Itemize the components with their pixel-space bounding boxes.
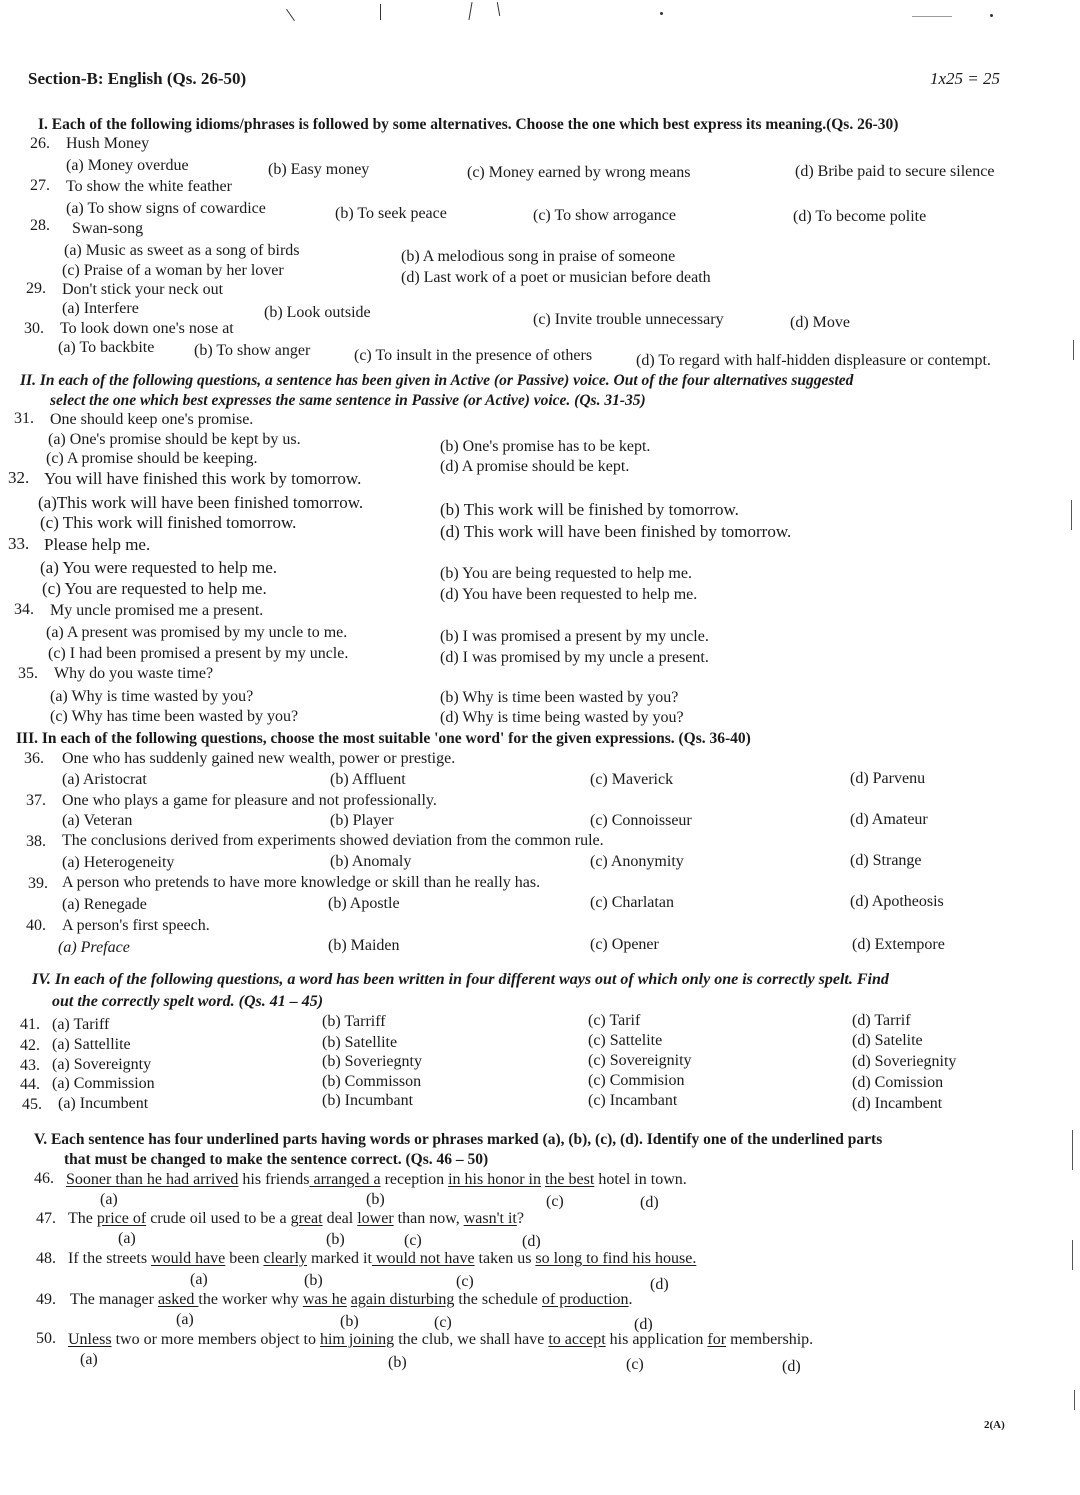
option-c: (c) Connoisseur [590, 812, 692, 829]
sentence-50 [68, 1332, 813, 1348]
marker-c: (c) [456, 1273, 474, 1290]
sentence-text: The [68, 1210, 97, 1227]
underlined-part-b: arranged a [309, 1171, 381, 1188]
scan-edge-mark [1072, 1240, 1073, 1270]
sentence-text: taken us [474, 1250, 536, 1267]
question-number: 40. [26, 917, 46, 934]
option-b: (b) A melodious song in praise of someone [401, 248, 676, 265]
question-number: 38. [26, 833, 46, 850]
option-a: (a) To show signs of cowardice [66, 200, 266, 217]
sentence-text: his friends [238, 1171, 310, 1188]
page-code: 2(A) [984, 1419, 1005, 1431]
option-b: (b) To show anger [194, 342, 311, 359]
question-number: 43. [20, 1057, 40, 1074]
marker-d: (d) [640, 1194, 659, 1211]
question-number: 45. [22, 1096, 42, 1113]
question-number: 46. [34, 1170, 54, 1187]
sentence-49 [70, 1292, 633, 1308]
option-d: (d) Why is time being wasted by you? [440, 709, 684, 726]
question-number: 30. [24, 320, 44, 337]
option-b: (b) Maiden [328, 937, 400, 954]
option-c: (c) Why has time been wasted by you? [50, 708, 299, 725]
option-b: (b) Satellite [322, 1034, 398, 1051]
marker-c: (c) [404, 1232, 422, 1249]
option-c: (c) Commision [588, 1072, 685, 1089]
sentence-text: membership. [726, 1331, 814, 1348]
scan-edge-mark [1074, 1390, 1075, 1410]
question-text: Swan-song [72, 220, 144, 237]
option-b: (b) Tarriff [322, 1013, 386, 1030]
scan-edge-mark [1071, 500, 1072, 530]
option-c: (c) Anonymity [590, 853, 684, 870]
sentence-text: The manager [70, 1291, 158, 1308]
option-a: (a) Incumbent [58, 1095, 149, 1112]
question-number: 47. [36, 1210, 56, 1227]
option-b: (b) Player [330, 812, 394, 829]
option-d: (d) Bribe paid to secure silence [795, 163, 995, 180]
option-d: (d) Apotheosis [850, 893, 944, 910]
option-a: (a) Music as sweet as a song of birds [64, 242, 300, 259]
question-number: 26. [30, 135, 50, 152]
option-c: (c) Praise of a woman by her lover [62, 262, 284, 279]
scan-mark [286, 9, 295, 21]
underlined-part-a: Sooner than he had arrived [66, 1171, 239, 1188]
option-d: (d) Extempore [852, 936, 945, 953]
option-a: (a) One's promise should be kept by us. [48, 431, 301, 448]
marker-d: (d) [522, 1233, 541, 1250]
option-c: (c) A promise should be keeping. [46, 450, 258, 467]
scan-mark [912, 16, 952, 17]
option-a: (a) Commission [52, 1075, 155, 1092]
scan-edge-mark [1072, 1130, 1073, 1170]
option-c: (c) To insult in the presence of others [354, 347, 593, 364]
marker-b: (b) [326, 1231, 345, 1248]
underlined-part-b: him joining [319, 1331, 395, 1348]
question-number: 49. [36, 1291, 56, 1308]
question-number: 29. [26, 280, 46, 297]
option-a: (a) To backbite [58, 339, 155, 356]
sentence-text: ? [516, 1210, 524, 1227]
sentence-text: marked it [307, 1250, 372, 1267]
option-b: (b) Apostle [328, 895, 400, 912]
sentence-text: the schedule [454, 1291, 542, 1308]
option-a: (a) Veteran [62, 812, 133, 829]
option-d: (d) Parvenu [850, 770, 926, 787]
sentence-text: hotel in town. [594, 1171, 687, 1188]
sentence-text: the worker why [198, 1291, 303, 1308]
marker-b: (b) [388, 1354, 407, 1371]
scan-mark [497, 2, 500, 16]
option-c: (c) I had been promised a present by my uncle. [48, 645, 349, 662]
option-d: (d) This work will have been finished by tomorrow. [440, 522, 792, 541]
option-d: (d) Last work of a poet or musician before death [401, 269, 711, 286]
marker-d: (d) [782, 1358, 801, 1375]
option-a: (a) Money overdue [66, 157, 189, 174]
option-c: (c) Incambant [588, 1092, 678, 1109]
question-text: A person's first speech. [62, 917, 210, 934]
sentence-47 [68, 1211, 524, 1227]
option-a: (a) Tariff [52, 1016, 110, 1033]
underlined-part-b: clearly [263, 1250, 308, 1267]
option-d: (d) Move [790, 314, 850, 331]
question-text: One who has suddenly gained new wealth, power or prestige. [62, 750, 456, 767]
option-d: (d) Incambent [852, 1095, 943, 1112]
underlined-part-a: price of [96, 1210, 147, 1227]
sentence-text: the club, we shall have [394, 1331, 549, 1348]
section-iv-title: IV. In each of the following questions, a word has been written in four different ways out of which only one is correctly spelt. Find [32, 971, 889, 988]
option-d: (d) You have been requested to help me. [440, 586, 698, 603]
sentence-text: . [628, 1291, 633, 1308]
option-d: (d) To become polite [793, 208, 927, 225]
marker-c: (c) [626, 1356, 644, 1373]
option-d: (d) Soveriegnity [852, 1053, 957, 1070]
question-number: 33. [8, 534, 30, 553]
sentence-text: been [225, 1250, 264, 1267]
option-c: (c) Maverick [590, 771, 674, 788]
underlined-part-a: Unless [68, 1331, 112, 1348]
question-number: 34. [14, 601, 34, 618]
option-c: (c) To show arrogance [533, 207, 676, 224]
scan-mark [990, 14, 993, 17]
option-b: (b) You are being requested to help me. [440, 565, 692, 582]
marker-b: (b) [304, 1272, 323, 1289]
marker-d: (d) [634, 1316, 653, 1333]
option-d: (d) A promise should be kept. [440, 458, 630, 475]
question-text: Hush Money [66, 135, 150, 152]
underlined-part-c: in his honor in [448, 1171, 541, 1188]
section-i-title: I. Each of the following idioms/phrases is followed by some alternatives. Choose the one which best express its meaning.(Qs. 26-30) [38, 116, 899, 133]
marker-b: (b) [340, 1313, 359, 1330]
option-d: (d) To regard with half-hidden displeasure or contempt. [636, 352, 991, 369]
question-text: One who plays a game for pleasure and not professionally. [62, 792, 437, 809]
option-b: (b) Incumbant [322, 1092, 414, 1109]
option-b: (b) Look outside [264, 304, 371, 321]
sentence-text: two or more members object to [111, 1331, 320, 1348]
option-a: (a) A present was promised by my uncle to me. [46, 624, 348, 641]
question-number: 42. [20, 1037, 40, 1054]
marker-a: (a) [100, 1191, 118, 1208]
option-c: (c) Money earned by wrong means [467, 164, 691, 181]
option-b: (b) Why is time been wasted by you? [440, 689, 679, 706]
question-text: To look down one's nose at [60, 320, 234, 337]
option-a: (a) Sattellite [52, 1036, 131, 1053]
marker-c: (c) [434, 1314, 452, 1331]
scan-mark [380, 4, 381, 20]
sentence-text: than now, [393, 1210, 464, 1227]
option-c: (c) Sattelite [588, 1032, 663, 1049]
section-iv-title-cont: out the correctly spelt word. (Qs. 41 – 45) [52, 993, 324, 1010]
question-number: 32. [8, 468, 30, 487]
option-c: (c) Tarif [588, 1012, 641, 1029]
marks-label: 1x25 = 25 [930, 69, 1001, 88]
marker-a: (a) [190, 1271, 208, 1288]
question-number: 37. [26, 792, 46, 809]
option-a: (a) Preface [58, 939, 130, 956]
question-text: The conclusions derived from experiments showed deviation from the common rule. [62, 832, 604, 849]
option-d: (d) Satelite [852, 1032, 923, 1049]
option-d: (d) Strange [850, 852, 922, 869]
option-a: (a) Sovereignty [52, 1056, 152, 1073]
option-b: (b) Commisson [322, 1073, 422, 1090]
question-text: Don't stick your neck out [62, 281, 224, 298]
question-text: One should keep one's promise. [50, 411, 254, 428]
option-a: (a) Aristocrat [62, 771, 147, 788]
section-title: Section-B: English (Qs. 26-50) [28, 69, 247, 88]
option-b: (b) One's promise has to be kept. [440, 438, 651, 455]
option-c: (c) Charlatan [590, 894, 674, 911]
option-d: (d) Tarrif [852, 1012, 911, 1029]
option-a: (a) Interfere [62, 300, 139, 317]
question-text: Please help me. [44, 535, 151, 554]
option-a: (a)This work will have been finished tomorrow. [38, 493, 364, 512]
option-d: (d) Amateur [850, 811, 928, 828]
question-text: My uncle promised me a present. [50, 602, 264, 619]
sentence-46 [66, 1172, 687, 1188]
question-number: 41. [20, 1016, 40, 1033]
underlined-part-b: was he [302, 1291, 347, 1308]
section-ii-title-cont: select the one which best expresses the same sentence in Passive (or Active) voice. (Qs. 31-35) [50, 392, 646, 409]
option-d: (d) Comission [852, 1074, 944, 1091]
section-v-title: V. Each sentence has four underlined parts having words or phrases marked (a), (b), (c), (d). Identify one of the underlined parts [34, 1131, 883, 1148]
marker-c: (c) [546, 1193, 564, 1210]
question-number: 36. [24, 750, 44, 767]
option-a: (a) Renegade [62, 896, 147, 913]
underlined-part-b: great [290, 1210, 323, 1227]
question-text: You will have finished this work by tomorrow. [44, 469, 362, 488]
question-text: To show the white feather [66, 178, 232, 195]
marker-b: (b) [366, 1191, 385, 1208]
underlined-part-d: of production [541, 1291, 629, 1308]
underlined-part-d: the best [544, 1171, 595, 1188]
question-number: 35. [18, 665, 38, 682]
sentence-text: If the streets [68, 1250, 152, 1267]
question-number: 44. [20, 1076, 40, 1093]
option-d: (d) I was promised by my uncle a present. [440, 649, 709, 666]
sentence-text: deal [322, 1210, 358, 1227]
option-a: (a) Heterogeneity [62, 854, 175, 871]
section-v-title-cont: that must be changed to make the sentence correct. (Qs. 46 – 50) [64, 1151, 489, 1168]
underlined-part-c: lower [357, 1210, 394, 1227]
underlined-part-a: asked [157, 1291, 199, 1308]
option-b: (b) Affluent [330, 771, 406, 788]
section-iii-title: III. In each of the following questions, choose the most suitable 'one word' for the given expressions. (Qs. 36-40) [16, 730, 751, 747]
scan-mark [660, 12, 663, 15]
sentence-text: his application [605, 1331, 708, 1348]
marker-a: (a) [176, 1311, 194, 1328]
marker-a: (a) [118, 1230, 136, 1247]
question-number: 31. [14, 410, 34, 427]
sentence-text: reception [380, 1171, 449, 1188]
option-b: (b) This work will be finished by tomorrow. [440, 500, 739, 519]
option-c: (c) Sovereignity [588, 1052, 692, 1069]
option-b: (b) Soveriegnty [322, 1053, 422, 1070]
option-b: (b) To seek peace [335, 205, 447, 222]
option-b: (b) I was promised a present by my uncle. [440, 628, 709, 645]
underlined-part-c: to accept [548, 1331, 606, 1348]
option-c: (c) This work will finished tomorrow. [40, 513, 297, 532]
underlined-part-d: so long to find his house. [535, 1250, 697, 1267]
option-b: (b) Anomaly [330, 853, 412, 870]
scan-edge-mark [1073, 340, 1074, 360]
question-number: 28. [30, 217, 50, 234]
question-number: 50. [36, 1330, 56, 1347]
question-number: 48. [36, 1250, 56, 1267]
underlined-part-c: again disturbing [350, 1291, 455, 1308]
underlined-part-a: would have [151, 1250, 226, 1267]
question-number: 27. [30, 177, 50, 194]
option-c: (c) You are requested to help me. [42, 579, 267, 598]
option-c: (c) Opener [590, 936, 659, 953]
option-a: (a) Why is time wasted by you? [50, 688, 254, 705]
underlined-part-c: would not have [371, 1250, 475, 1267]
underlined-part-d: for [707, 1331, 727, 1348]
sentence-48 [68, 1251, 696, 1267]
marker-a: (a) [80, 1351, 98, 1368]
option-c: (c) Invite trouble unnecessary [533, 311, 724, 328]
marker-d: (d) [650, 1276, 669, 1293]
question-text: A person who pretends to have more knowledge or skill than he really has. [62, 874, 541, 891]
option-a: (a) You were requested to help me. [40, 558, 277, 577]
option-b: (b) Easy money [268, 161, 370, 178]
section-ii-title: II. In each of the following questions, a sentence has been given in Active (or Passive) voice. Out of the four alternatives suggested [20, 372, 854, 389]
scan-mark [468, 2, 472, 20]
sentence-text: crude oil used to be a [146, 1210, 291, 1227]
underlined-part-d: wasn't it [463, 1210, 517, 1227]
question-text: Why do you waste time? [54, 665, 214, 682]
question-number: 39. [28, 875, 48, 892]
